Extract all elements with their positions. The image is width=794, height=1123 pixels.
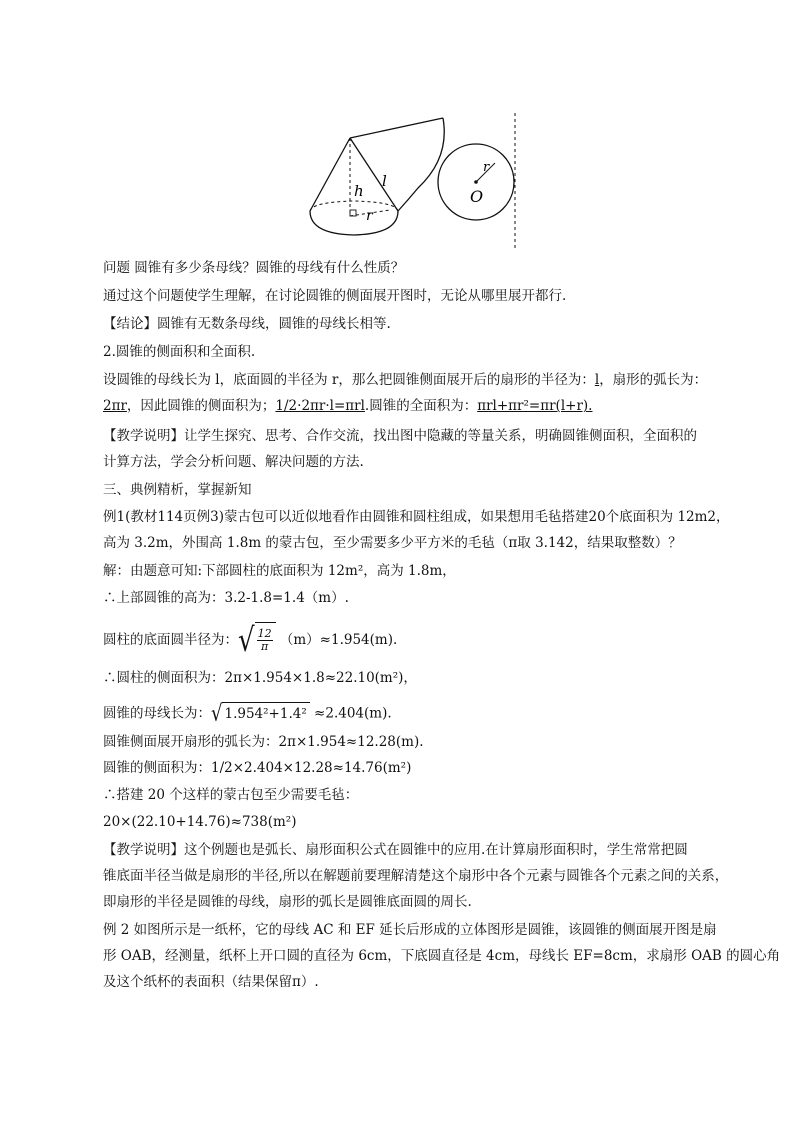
label-l: l <box>382 172 387 190</box>
text-segment: 设圆锥的母线长为 l，底面圆的半径为 r，那么把圆锥侧面展开后的扇形的半径为： <box>103 372 595 388</box>
right-angle-mark <box>350 210 356 216</box>
fraction-numerator: 12 <box>257 627 272 640</box>
label-r-circle: r <box>483 160 490 175</box>
radical-sign: √ <box>238 621 255 660</box>
fraction-denominator: π <box>260 640 269 653</box>
teaching-note-2-line2: 锥底面半径当做是扇形的半径,所以在解题前要理解清楚这个扇形中各个元素与圆锥各个元素之间的关系， <box>103 868 729 884</box>
circle-center <box>474 180 478 184</box>
solution-line1: 解：由题意可知:下部圆柱的底面积为 12m²，高为 1.8m， <box>103 563 456 579</box>
solution-line8: ∴搭建 20 个这样的蒙古包至少需要毛毡： <box>103 787 359 803</box>
teaching-note-2-line3: 即扇形的半径是圆锥的母线，扇形的弧长是圆锥底面圆的周长. <box>103 894 472 910</box>
section2-title: 2.圆锥的侧面积和全面积. <box>103 344 256 360</box>
text-segment: 圆柱的底面圆半径为： <box>103 632 238 648</box>
text-segment: ，扇形的弧长为： <box>599 372 708 388</box>
section3-title: 三、典例精析，掌握新知 <box>103 482 252 498</box>
sector-arc <box>398 118 444 211</box>
example1-line2: 高为 3.2m，外围高 1.8m 的蒙古包，至少需要多少平方米的毛毡（π取 3.142，结果取整数）？ <box>103 535 682 551</box>
answer-lateral-area: 1/2·2πr·l=πrl <box>275 398 365 414</box>
section2-paragraph-line1 <box>103 370 723 390</box>
radical-sign: √ <box>211 700 223 727</box>
solution-line9: 20×(22.10+14.76)≈738(m²) <box>103 814 297 830</box>
example1-line1: 例1(教材114页例3)蒙古包可以近似地看作由圆锥和圆柱组成，如果想用毛毡搭建20个底面积为 12m2， <box>103 509 730 525</box>
text-segment: 圆锥的母线长为： <box>103 705 211 722</box>
solution-line7: 圆锥的侧面积为：1/2×2.404×12.28≈14.76(m²) <box>103 760 412 776</box>
text-segment: ≈2.404(m). <box>314 705 392 722</box>
teaching-note-1-line1: 【教学说明】让学生探究、思考、合作交流，找出图中隐藏的等量关系，明确圆锥侧面积，全面积的 <box>103 428 697 444</box>
label-r-cone: r <box>366 208 373 224</box>
answer-radius: l <box>594 372 600 388</box>
cone-slant-left <box>310 138 350 211</box>
teaching-note-2-line1: 【教学说明】这个例题也是弧长、扇形面积公式在圆锥中的应用.在计算扇形面积时，学生常常把圆 <box>103 842 688 858</box>
solution-line3 <box>103 621 723 660</box>
conclusion-line: 【结论】圆锥有无数条母线，圆锥的母线长相等. <box>103 316 391 332</box>
solution-line6: 圆锥侧面展开扇形的弧长为：2π×1.954≈12.28(m). <box>103 734 424 750</box>
fraction-12-over-pi <box>257 628 273 653</box>
example2-line3: 及这个纸杯的表面积（结果保留π）. <box>103 974 319 990</box>
text-segment: .圆锥的全面积为： <box>364 398 478 414</box>
cone-base-back <box>310 201 398 211</box>
radicand: 1.954²+1.4² <box>222 702 309 724</box>
label-o: O <box>470 187 484 206</box>
cone-net-figure <box>290 108 530 253</box>
label-h: h <box>354 182 364 200</box>
sector-radius-top <box>350 118 443 138</box>
answer-arc-length: 2πr <box>103 398 127 414</box>
solution-line5 <box>103 701 723 727</box>
question-line: 问题 圆锥有多少条母线？圆锥的母线有什么性质？ <box>103 260 405 276</box>
section2-paragraph-line2 <box>103 396 723 416</box>
example2-line2: 形 OAB，经测量，纸杯上开口圆的直径为 6cm，下底圆直径是 4cm，母线长 EF=8cm，求扇形 OAB 的圆心角 <box>103 948 781 964</box>
answer-total-area: πrl+πr²=πr(l+r). <box>477 398 593 414</box>
text-segment: （m）≈1.954(m). <box>279 632 398 648</box>
teaching-note-1-line2: 计算方法，学会分析问题、解决问题的方法. <box>103 454 364 470</box>
solution-line4: ∴圆柱的侧面积为：2π×1.954×1.8≈22.10(m²)， <box>103 670 417 686</box>
example2-line1: 例 2 如图所示是一纸杯，它的母线 AC 和 EF 延长后形成的立体图形是圆锥，该圆锥的侧面展开图是扇 <box>103 922 717 938</box>
cone-slant-right <box>350 138 398 211</box>
solution-line2: ∴上部圆锥的高为：3.2-1.8=1.4（m）. <box>103 590 349 606</box>
question-explanation: 通过这个问题使学生理解，在讨论圆锥的侧面展开图时，无论从哪里展开都行. <box>103 288 567 304</box>
cone-base-front <box>310 211 398 235</box>
text-segment: ，因此圆锥的侧面积为； <box>126 398 276 414</box>
